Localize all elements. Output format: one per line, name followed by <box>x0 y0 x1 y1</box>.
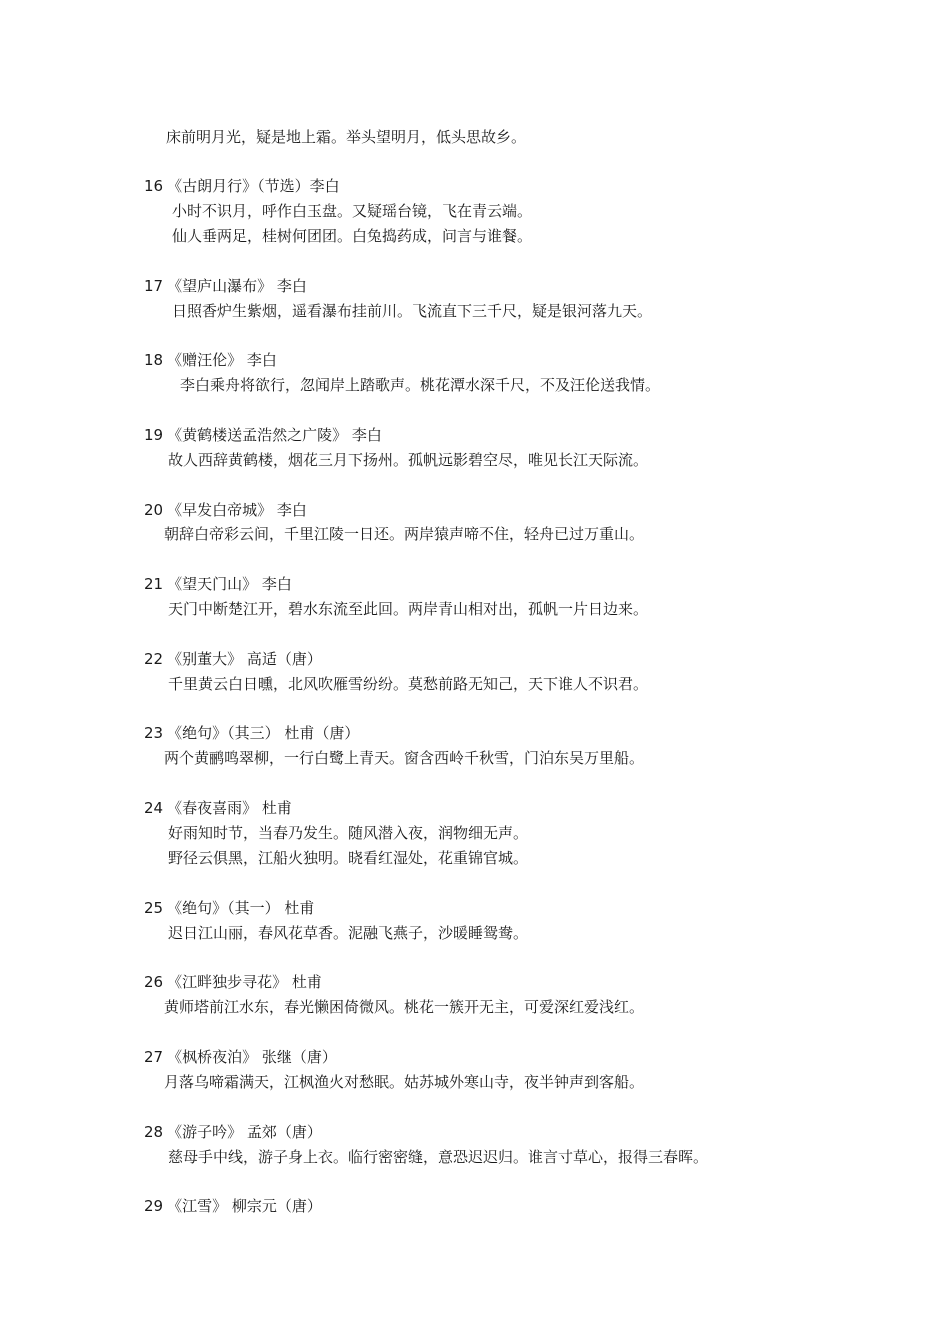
poem-title <box>144 798 292 818</box>
poem-title <box>144 425 382 445</box>
verse-line: 千里黄云白日曛，北风吹雁雪纷纷。莫愁前路无知己，天下谁人不识君。 <box>168 675 649 693</box>
verse-line: 李白乘舟将欲行，忽闻岸上踏歌声。桃花潭水深千尺，不及汪伦送我情。 <box>180 376 661 394</box>
poem-heading: 《绝句》（其三） 杜甫（唐） <box>167 724 360 742</box>
poem-number: 23 <box>144 724 164 742</box>
verse-line: 好雨知时节，当春乃发生。随风潜入夜，润物细无声。 <box>168 824 529 842</box>
poem-number: 17 <box>144 277 164 295</box>
verse-line: 慈母手中线，游子身上衣。临行密密缝，意恐迟迟归。谁言寸草心，报得三春晖。 <box>168 1148 709 1166</box>
poem-number: 25 <box>144 899 164 917</box>
poem-number: 27 <box>144 1048 164 1066</box>
poem-title <box>144 276 307 296</box>
poem-title <box>144 723 359 743</box>
poem-heading: 《赠汪伦》 李白 <box>167 351 277 369</box>
poem-heading: 《江雪》 柳宗元（唐） <box>167 1197 322 1215</box>
poem-number: 21 <box>144 575 164 593</box>
verse-line: 月落乌啼霜满天，江枫渔火对愁眠。姑苏城外寒山寺，夜半钟声到客船。 <box>164 1073 645 1091</box>
poem-number: 26 <box>144 973 164 991</box>
poem-title <box>144 350 277 370</box>
verse-line: 朝辞白帝彩云间，千里江陵一日还。两岸猿声啼不住，轻舟已过万重山。 <box>164 525 645 543</box>
poem-heading: 《望庐山瀑布》 李白 <box>167 277 307 295</box>
verse-line: 日照香炉生紫烟，遥看瀑布挂前川。飞流直下三千尺，疑是银河落九天。 <box>172 302 653 320</box>
poem-title <box>144 574 292 594</box>
verse-line: 仙人垂两足，桂树何团团。白兔捣药成，问言与谁餐。 <box>172 227 533 245</box>
poem-heading: 《古朗月行》（节选）李白 <box>167 177 340 195</box>
poem-number: 28 <box>144 1123 164 1141</box>
poem-heading: 《江畔独步寻花》 杜甫 <box>167 973 322 991</box>
verse-line: 天门中断楚江开，碧水东流至此回。两岸青山相对出，孤帆一片日边来。 <box>168 600 649 618</box>
poem-title <box>144 176 340 196</box>
poem-heading: 《黄鹤楼送孟浩然之广陵》 李白 <box>167 426 382 444</box>
poem-title <box>144 649 322 669</box>
poem-heading: 《游子吟》 孟郊（唐） <box>167 1123 322 1141</box>
poem-heading: 《春夜喜雨》 杜甫 <box>167 799 292 817</box>
poem-title <box>144 1196 322 1216</box>
poem-number: 24 <box>144 799 164 817</box>
poem-number: 16 <box>144 177 164 195</box>
poem-title <box>144 500 307 520</box>
poem-heading: 《早发白帝城》 李白 <box>167 501 307 519</box>
verse-line: 故人西辞黄鹤楼，烟花三月下扬州。孤帆远影碧空尽，唯见长江天际流。 <box>168 451 649 469</box>
verse-line: 黄师塔前江水东，春光懒困倚微风。桃花一簇开无主，可爱深红爱浅红。 <box>164 998 645 1016</box>
verse-line: 野径云俱黑，江船火独明。晓看红湿处，花重锦官城。 <box>168 849 529 867</box>
verse-line: 小时不识月，呼作白玉盘。又疑瑶台镜，飞在青云端。 <box>172 202 533 220</box>
poem-title <box>144 898 314 918</box>
poem-title <box>144 1122 322 1142</box>
poem-title <box>144 972 322 992</box>
poem-number: 18 <box>144 351 164 369</box>
verse-line: 两个黄鹂鸣翠柳，一行白鹭上青天。窗含西岭千秋雪，门泊东吴万里船。 <box>164 749 645 767</box>
verse-line: 迟日江山丽，春风花草香。泥融飞燕子，沙暖睡鸳鸯。 <box>168 924 529 942</box>
poem-heading: 《枫桥夜泊》 张继（唐） <box>167 1048 337 1066</box>
verse-line: 床前明月光，疑是地上霜。举头望明月，低头思故乡。 <box>166 128 527 146</box>
poem-number: 19 <box>144 426 164 444</box>
poem-heading: 《绝句》（其一） 杜甫 <box>167 899 315 917</box>
poem-number: 29 <box>144 1197 164 1215</box>
poem-number: 20 <box>144 501 164 519</box>
poem-title <box>144 1047 337 1067</box>
poem-number: 22 <box>144 650 164 668</box>
poem-heading: 《望天门山》 李白 <box>167 575 292 593</box>
poem-heading: 《别董大》 高适（唐） <box>167 650 322 668</box>
